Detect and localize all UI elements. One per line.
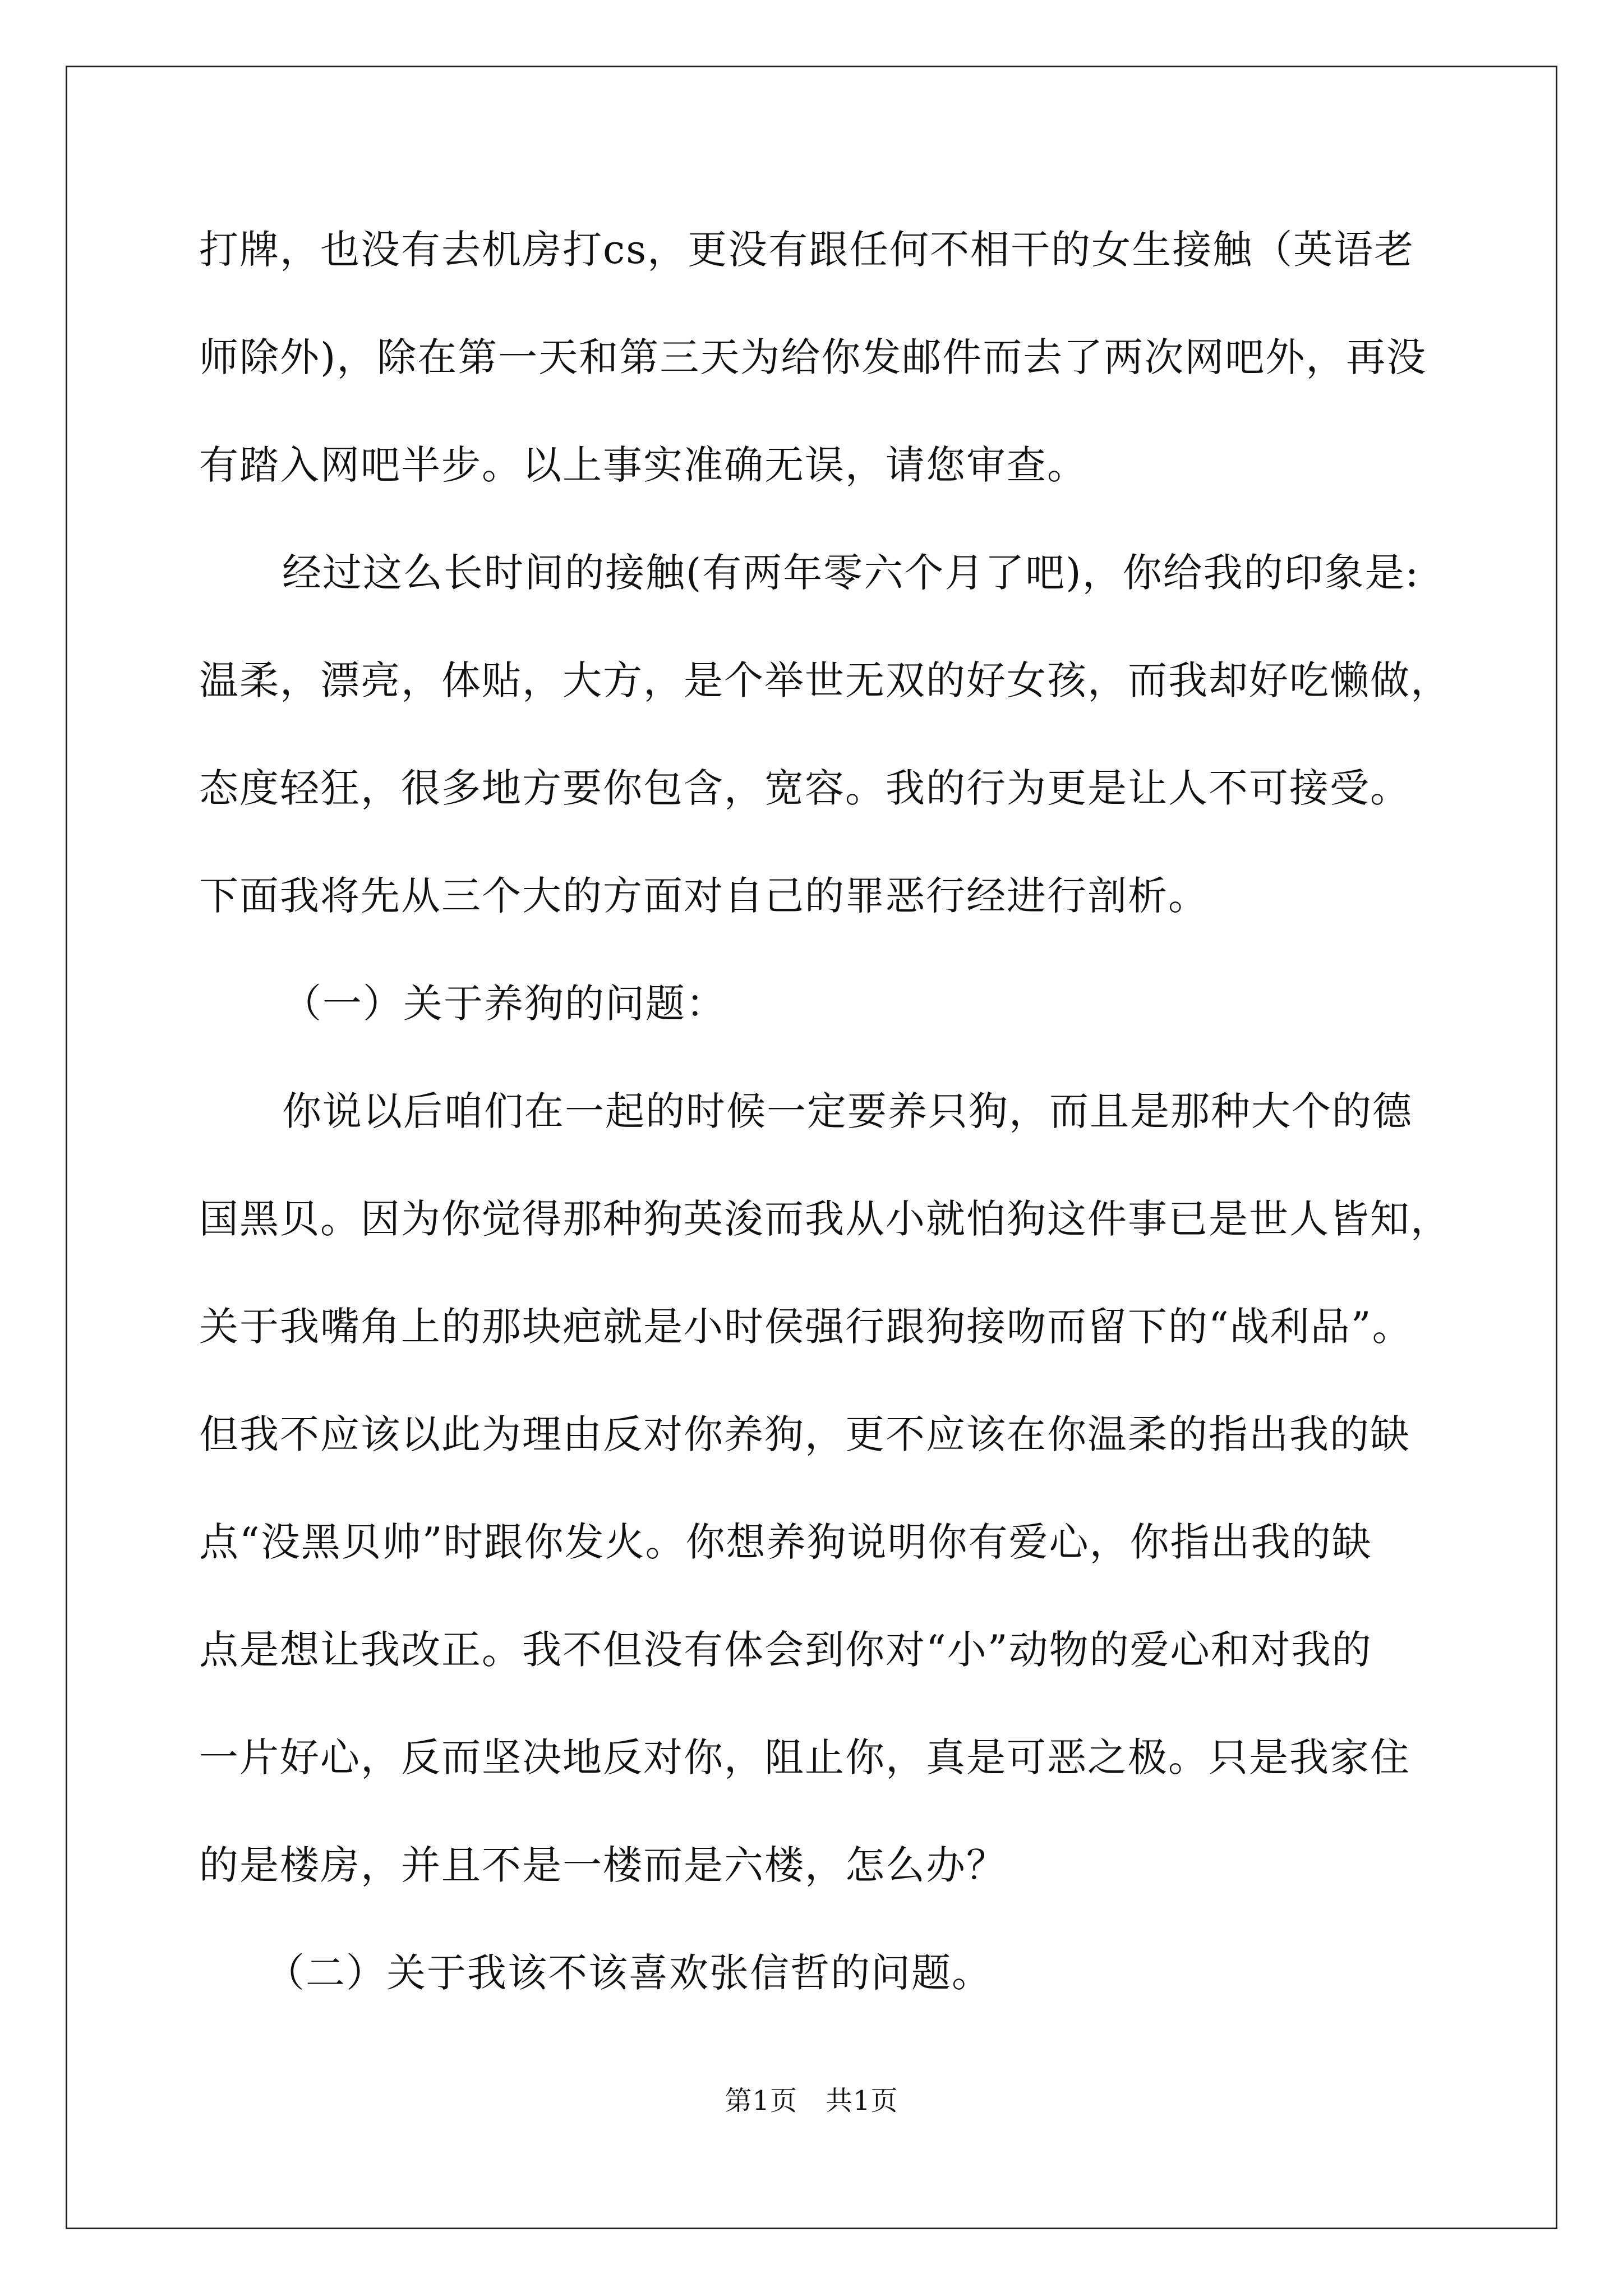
- page-total: 共1页: [826, 2085, 898, 2116]
- section-heading: （二）关于我该不该喜欢张信哲的问题。: [265, 1950, 992, 1996]
- text-line: 下面我将先从三个大的方面对自己的罪恶行经进行剖析。: [199, 873, 1209, 919]
- text-line: 有踏入网吧半步。以上事实准确无误，请您审查。: [199, 442, 1087, 488]
- text-line: 打牌，也没有去机房打cs，更没有跟任何不相干的女生接触（英语老: [199, 227, 1415, 273]
- text-line: 的是楼房，并且不是一楼而是六楼，怎么办？: [199, 1842, 1007, 1888]
- document-body: [199, 216, 1451, 2047]
- text-line: 你说以后咱们在一起的时候一定要养只狗，而且是那种大个的德: [282, 1088, 1413, 1134]
- page-footer: [0, 2084, 1623, 2118]
- text-line: 温柔，漂亮，体贴，大方，是个举世无双的好女孩，而我却好吃懒做，: [199, 657, 1451, 703]
- text-line: 但我不应该以此为理由反对你养狗，更不应该在你温柔的指出我的缺: [199, 1411, 1410, 1457]
- page-number: 第1页: [725, 2085, 797, 2116]
- text-line: 一片好心，反而坚决地反对你，阻止你，真是可恶之极。只是我家住: [199, 1734, 1410, 1780]
- text-line: 点是想让我改正。我不但没有体会到你对“小”动物的爱心和对我的: [199, 1627, 1372, 1673]
- text-line: 态度轻狂，很多地方要你包含，宽容。我的行为更是让人不可接受。: [199, 765, 1410, 811]
- text-line: 点“没黑贝帅”时跟你发火。你想养狗说明你有爱心，你指出我的缺: [199, 1519, 1372, 1565]
- text-line: 关于我嘴角上的那块疤就是小时侯强行跟狗接吻而留下的“战利品”。: [199, 1304, 1413, 1350]
- text-line: 国黑贝。因为你觉得那种狗英浚而我从小就怕狗这件事已是世人皆知，: [199, 1196, 1451, 1242]
- text-line: 师除外)，除在第一天和第三天为给你发邮件而去了两次网吧外，再没: [199, 334, 1427, 380]
- text-line: 经过这么长时间的接触(有两年零六个月了吧)，你给我的印象是:: [282, 550, 1420, 596]
- section-heading: （一）关于养狗的问题：: [282, 981, 726, 1027]
